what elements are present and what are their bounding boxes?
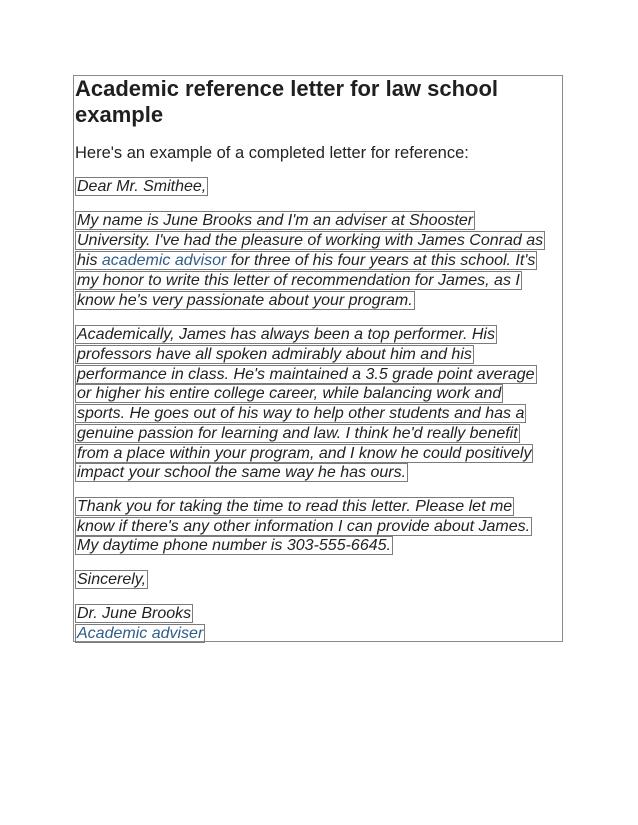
p2-line-4: or higher his entire college career, while balancing work and — [77, 385, 502, 402]
p2-line-6: genuine passion for learning and law. I think he'd really benefit — [77, 425, 518, 442]
page-title: Academic reference letter for law school example — [75, 76, 499, 127]
p1-line-3-pre: his — [77, 252, 102, 269]
closing: Sincerely, — [77, 571, 147, 588]
p3-line-1: Thank you for taking the time to read this letter. Please let me — [77, 498, 513, 515]
p1-line-4: my honor to write this letter of recommendation for James, as I — [77, 272, 520, 289]
p2-line-5: sports. He goes out of his way to help other students and has a — [77, 405, 525, 422]
academic-advisor-link[interactable]: academic advisor — [101, 252, 227, 269]
p2-line-7: from a place within your program, and I know he could positively — [77, 445, 532, 462]
signature-title-link[interactable]: Academic adviser — [77, 625, 204, 642]
p2-line-2: professors have all spoken admirably about him and his — [77, 346, 472, 363]
p3-line-3: My daytime phone number is 303-555-6645. — [77, 537, 391, 554]
p2-line-8: impact your school the same way he has ours. — [77, 464, 407, 481]
salutation: Dear Mr. Smithee, — [77, 178, 207, 195]
p2-line-1: Academically, James has always been a top performer. His — [77, 326, 495, 343]
p1-line-1: My name is June Brooks and I'm an adviser at Shooster — [77, 212, 474, 229]
p1-line-3-post: for three of his four years at this school. It's — [226, 252, 536, 269]
p3-line-2: know if there's any other information I can provide about James. — [77, 518, 531, 535]
signature-name: Dr. June Brooks — [77, 605, 192, 622]
p1-line-2: University. I've had the pleasure of working with James Conrad as — [77, 232, 544, 249]
p2-line-3: performance in class. He's maintained a 3.5 grade point average — [77, 366, 535, 383]
p1-line-5: know he's very passionate about your program. — [77, 292, 413, 309]
intro-text: Here's an example of a completed letter for reference: — [75, 144, 469, 162]
p1-line-3 — [75, 251, 537, 270]
